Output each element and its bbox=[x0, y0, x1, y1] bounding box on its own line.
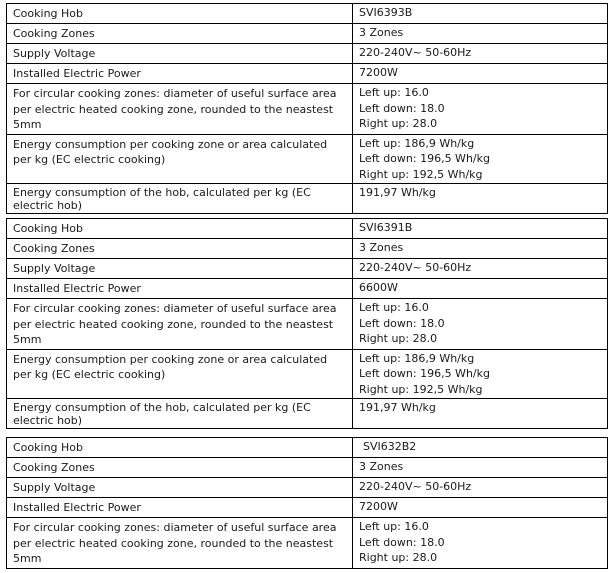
row-supply-voltage bbox=[7, 259, 608, 279]
diameter-left-down: Left down: 18.0 bbox=[359, 535, 445, 549]
row-cooking-zones bbox=[7, 239, 608, 259]
value-supply-voltage: 220-240V~ 50-60Hz bbox=[353, 259, 608, 279]
diameter-right-up: Right up: 28.0 bbox=[359, 332, 438, 345]
value-zone-diameter bbox=[353, 299, 608, 350]
row-installed-power bbox=[7, 498, 608, 518]
label-cooking-zones: Cooking Zones bbox=[7, 24, 353, 44]
value-zone-diameter bbox=[353, 518, 608, 569]
label-energy-per-zone: Energy consumption per cooking zone or area calculated per kg (EC electric cooking) bbox=[7, 349, 353, 399]
value-energy-per-zone bbox=[353, 134, 608, 184]
label-zone-diameter: For circular cooking zones: diameter of useful surface area per electric heated cooking zone, rounded to the neastest 5mm bbox=[7, 84, 353, 135]
energy-right-up: Right up: 192,5 Wh/kg bbox=[359, 382, 483, 396]
value-cooking-zones: 3 Zones bbox=[353, 24, 608, 44]
value-model: SVI6393B bbox=[353, 4, 608, 24]
row-zone-diameter bbox=[7, 518, 608, 569]
value-installed-power: 7200W bbox=[353, 64, 608, 84]
value-cooking-zones: 3 Zones bbox=[353, 458, 608, 478]
label-energy-per-zone: Energy consumption per cooking zone or area calculated per kg (EC electric cooking) bbox=[7, 134, 353, 184]
diameter-left-down: Left down: 18.0 bbox=[359, 316, 445, 330]
energy-left-up: Left up: 186,9 Wh/kg bbox=[359, 136, 475, 150]
row-installed-power bbox=[7, 279, 608, 299]
spec-table-svi632b2 bbox=[6, 437, 608, 569]
value-supply-voltage: 220-240V~ 50-60Hz bbox=[353, 478, 608, 498]
diameter-right-up: Right up: 28.0 bbox=[359, 551, 438, 564]
energy-left-down: Left down: 196,5 Wh/kg bbox=[359, 367, 490, 380]
label-installed-power: Installed Electric Power bbox=[7, 279, 353, 299]
row-zone-diameter bbox=[7, 84, 608, 135]
row-cooking-hob bbox=[7, 219, 608, 239]
row-energy-hob bbox=[7, 184, 608, 214]
label-energy-hob: Energy consumption of the hob, calculated per kg (EC electric hob) bbox=[7, 184, 353, 214]
label-zone-diameter: For circular cooking zones: diameter of useful surface area per electric heated cooking zone, rounded to the neastest 5mm bbox=[7, 299, 353, 350]
diameter-left-up: Left up: 16.0 bbox=[359, 301, 429, 314]
energy-right-up: Right up: 192,5 Wh/kg bbox=[359, 167, 483, 181]
label-supply-voltage: Supply Voltage bbox=[7, 259, 353, 279]
row-energy-per-zone bbox=[7, 349, 608, 399]
row-cooking-zones bbox=[7, 24, 608, 44]
label-cooking-hob: Cooking Hob bbox=[7, 4, 353, 24]
value-energy-hob: 191,97 Wh/kg bbox=[353, 399, 608, 429]
energy-left-down: Left down: 196,5 Wh/kg bbox=[359, 152, 490, 165]
row-supply-voltage bbox=[7, 44, 608, 64]
label-supply-voltage: Supply Voltage bbox=[7, 44, 353, 64]
spec-table-svi6393b bbox=[6, 3, 608, 214]
value-model: SVI632B2 bbox=[353, 438, 608, 458]
diameter-right-up: Right up: 28.0 bbox=[359, 117, 438, 130]
row-cooking-hob bbox=[7, 438, 608, 458]
row-energy-hob bbox=[7, 399, 608, 429]
value-supply-voltage: 220-240V~ 50-60Hz bbox=[353, 44, 608, 64]
value-energy-hob: 191,97 Wh/kg bbox=[353, 184, 608, 214]
label-cooking-zones: Cooking Zones bbox=[7, 458, 353, 478]
value-zone-diameter bbox=[353, 84, 608, 135]
label-supply-voltage: Supply Voltage bbox=[7, 478, 353, 498]
row-cooking-zones bbox=[7, 458, 608, 478]
value-installed-power: 6600W bbox=[353, 279, 608, 299]
label-installed-power: Installed Electric Power bbox=[7, 64, 353, 84]
energy-left-up: Left up: 186,9 Wh/kg bbox=[359, 351, 475, 365]
value-model: SVI6391B bbox=[353, 219, 608, 239]
value-cooking-zones: 3 Zones bbox=[353, 239, 608, 259]
row-zone-diameter bbox=[7, 299, 608, 350]
diameter-left-up: Left up: 16.0 bbox=[359, 520, 429, 533]
row-cooking-hob bbox=[7, 4, 608, 24]
value-energy-per-zone bbox=[353, 349, 608, 399]
row-energy-per-zone bbox=[7, 134, 608, 184]
spec-table-svi6391b bbox=[6, 218, 608, 429]
row-installed-power bbox=[7, 64, 608, 84]
label-cooking-zones: Cooking Zones bbox=[7, 239, 353, 259]
label-cooking-hob: Cooking Hob bbox=[7, 438, 353, 458]
diameter-left-down: Left down: 18.0 bbox=[359, 101, 445, 115]
label-energy-hob: Energy consumption of the hob, calculated per kg (EC electric hob) bbox=[7, 399, 353, 429]
label-zone-diameter: For circular cooking zones: diameter of useful surface area per electric heated cooking zone, rounded to the neastest 5mm bbox=[7, 518, 353, 569]
row-supply-voltage bbox=[7, 478, 608, 498]
label-cooking-hob: Cooking Hob bbox=[7, 219, 353, 239]
label-installed-power: Installed Electric Power bbox=[7, 498, 353, 518]
diameter-left-up: Left up: 16.0 bbox=[359, 86, 429, 99]
value-installed-power: 7200W bbox=[353, 498, 608, 518]
